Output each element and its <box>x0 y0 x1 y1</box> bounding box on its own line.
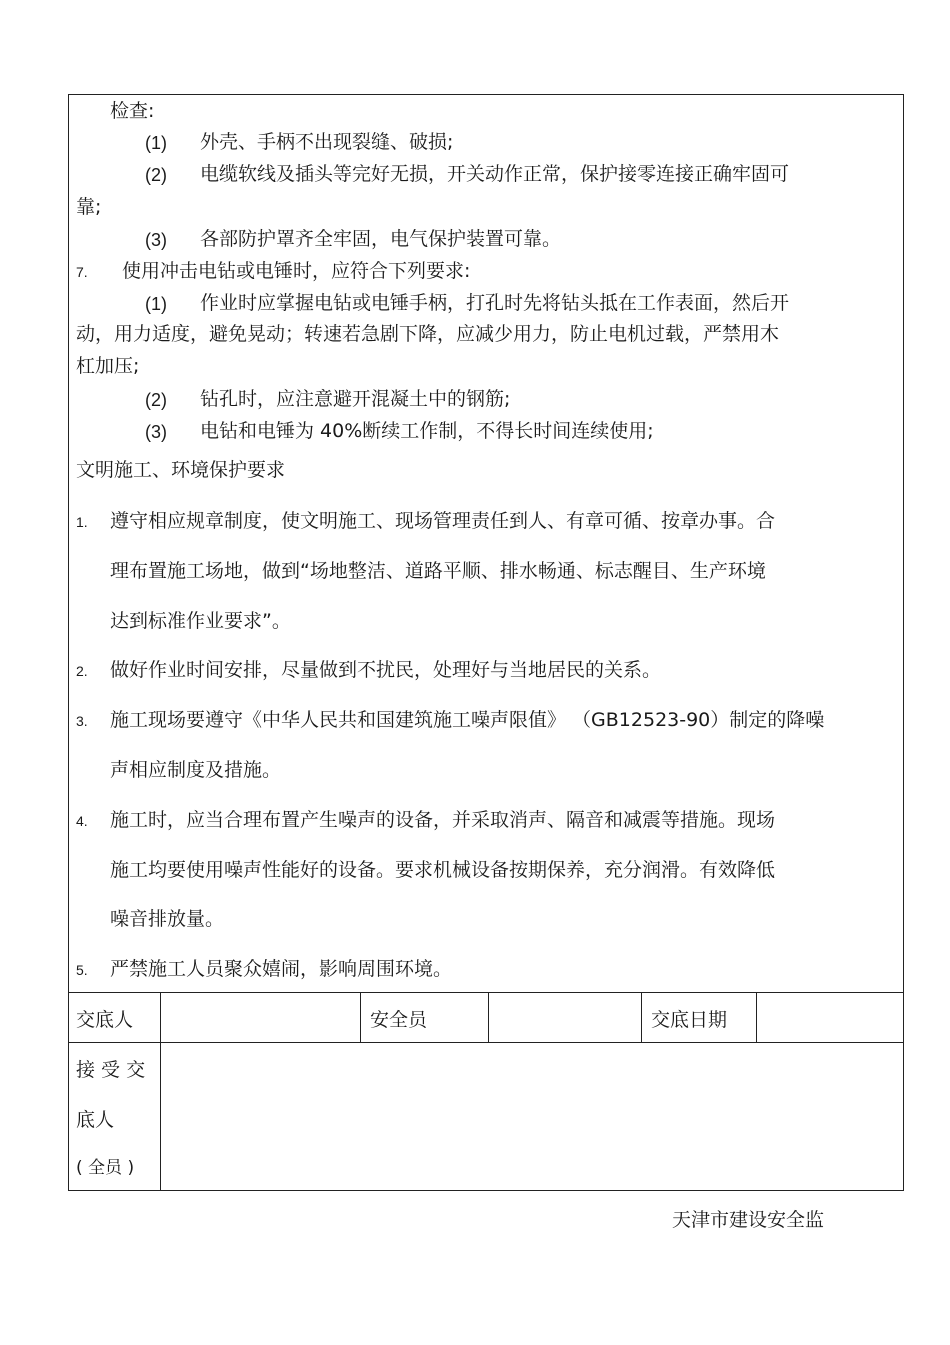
table-divider <box>488 992 489 1042</box>
table-divider <box>756 992 757 1042</box>
safety-officer-label: 安全员 <box>370 1009 428 1031</box>
receiver-label: ( 全员 ) <box>76 1158 135 1178</box>
civil-item-text: 达到标准作业要求”。 <box>110 610 291 632</box>
table-divider <box>641 992 642 1042</box>
section-number: 7. <box>76 264 88 280</box>
receiver-label: 底人 <box>76 1109 115 1131</box>
table-divider <box>68 1042 904 1043</box>
check-item-text: 外壳、手柄不出现裂缝、破损; <box>200 131 454 153</box>
date-label: 交底日期 <box>651 1009 728 1031</box>
table-divider <box>160 992 161 1191</box>
form-table <box>68 94 904 1191</box>
civil-item-text: 理布置施工场地，做到“场地整洁、道路平顺、排水畅通、标志醒目、生产环境 <box>110 560 766 582</box>
section7-item-text: 作业时应掌握电钻或电锤手柄，打孔时先将钻头抵在工作表面，然后开 <box>200 292 790 314</box>
civil-item-text: 遵守相应规章制度，使文明施工、现场管理责任到人、有章可循、按章办事。合 <box>110 510 776 532</box>
receiver-label: 接 受 交 <box>76 1059 146 1081</box>
civil-item-text: 声相应制度及措施。 <box>110 759 282 781</box>
table-divider <box>360 992 361 1042</box>
civil-item-num: 5. <box>76 962 88 978</box>
civil-item-text: 严禁施工人员聚众嬉闹，影响周围环境。 <box>110 958 453 980</box>
civil-item-text: 施工均要使用噪声性能好的设备。要求机械设备按期保养，充分润滑。有效降低 <box>110 859 776 881</box>
presenter-label: 交底人 <box>76 1009 134 1031</box>
civil-item-num: 1. <box>76 514 88 530</box>
section7-item-text: 杠加压; <box>76 355 140 377</box>
check-item-text: 各部防护罩齐全牢固，电气保护装置可靠。 <box>200 228 562 250</box>
civil-item-text: 施工时，应当合理布置产生噪声的设备，并采取消声、隔音和减震等措施。现场 <box>110 809 776 831</box>
footer-org: 天津市建设安全监 <box>672 1209 825 1231</box>
table-divider <box>68 992 904 993</box>
check-item-num: (2) <box>145 165 167 185</box>
check-heading: 检查: <box>110 100 155 122</box>
section7-item-num: (2) <box>145 390 167 410</box>
check-item-text: 电缆软线及插头等完好无损，开关动作正常，保护接零连接正确牢固可 <box>200 163 790 185</box>
section7-item-num: (1) <box>145 294 167 314</box>
section-title: 使用冲击电钻或电锤时，应符合下列要求: <box>122 260 471 282</box>
check-item-text: 靠; <box>76 196 102 218</box>
section7-item-text: 钻孔时，应注意避开混凝土中的钢筋; <box>200 388 511 410</box>
section7-item-text: 动，用力适度，避免晃动；转速若急剧下降，应减少用力，防止电机过载，严禁用木 <box>76 323 780 345</box>
check-item-num: (1) <box>145 133 167 153</box>
section7-item-text: 电钻和电锤为 40%断续工作制，不得长时间连续使用; <box>200 420 654 442</box>
section7-item-num: (3) <box>145 422 167 442</box>
civil-item-num: 4. <box>76 813 88 829</box>
check-item-num: (3) <box>145 230 167 250</box>
civil-item-text: 做好作业时间安排，尽量做到不扰民，处理好与当地居民的关系。 <box>110 659 662 681</box>
civil-item-num: 3. <box>76 713 88 729</box>
civil-item-num: 2. <box>76 663 88 679</box>
civil-item-text: 噪音排放量。 <box>110 908 225 930</box>
civil-item-text: 施工现场要遵守《中华人民共和国建筑施工噪声限值》 （GB12523-90）制定的降噪 <box>110 709 825 731</box>
civil-heading: 文明施工、环境保护要求 <box>76 459 286 481</box>
